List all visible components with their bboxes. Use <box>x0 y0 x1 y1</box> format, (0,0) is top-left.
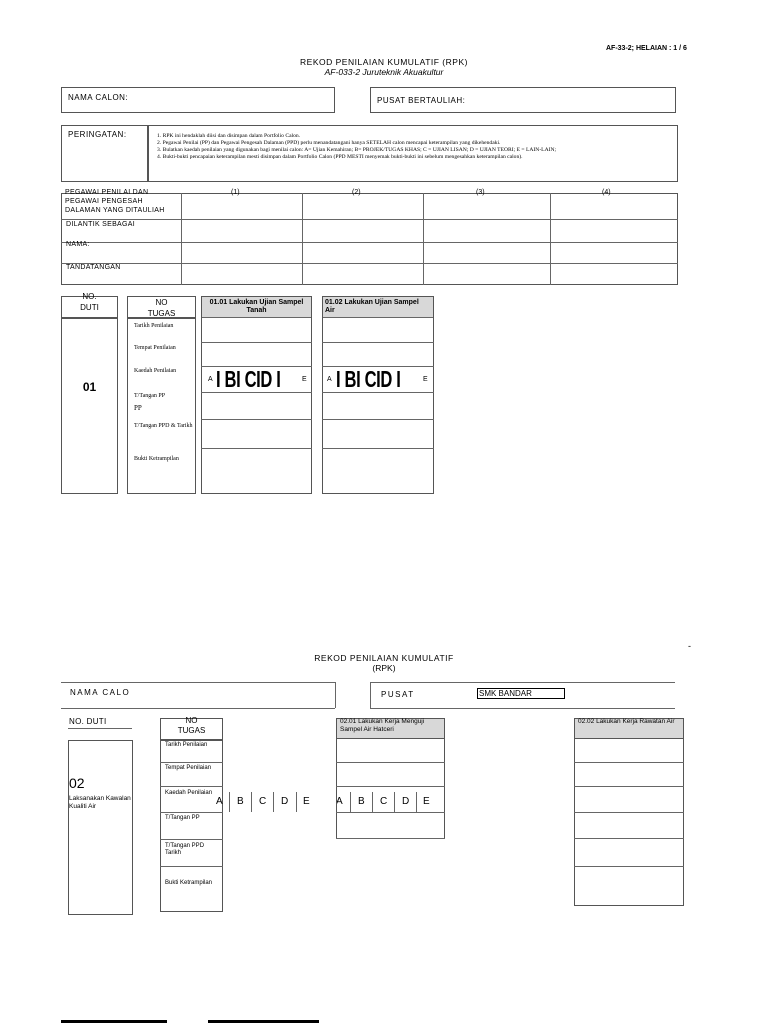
method-option[interactable]: E <box>423 796 430 807</box>
method-a-label[interactable]: A <box>327 376 332 383</box>
peringatan-list <box>148 125 678 182</box>
nama-calon-label: NAMA CALON: <box>68 93 129 102</box>
page-title-2-cut: (RPK) <box>372 663 396 673</box>
duti-desc-2: Laksanakan Kawalan Kualiti Air <box>69 795 131 810</box>
row-label-2: Tempat Penilaian <box>165 765 212 771</box>
peringatan-item: 1. RPK ini hendaklah diisi dan disimpan dalam Portfolio Calon. <box>157 133 301 139</box>
officer-row-label: NAMA: <box>66 241 90 248</box>
peringatan-item: 3. Bulatkan kaedah penilaian yang digunakan bagi menilai calon: A= Ujian Kemahiran; B= PROJEK/TUGAS KHAS; C = UJIAN LISAN; D = UJIAN TEORI; E = LAIN-LAIN; <box>157 147 557 153</box>
page-subtitle: AF-033-2 Juruteknik Akuakultur <box>324 67 444 77</box>
duti-number: 01 <box>82 380 97 394</box>
officer-col-2: (2) <box>352 189 361 196</box>
method-e-label[interactable]: E <box>302 376 307 383</box>
page-title: REKOD PENILAIAN KUMULATIF (RPK) <box>300 57 468 67</box>
method-a-label[interactable]: A <box>208 376 213 383</box>
task-column <box>201 296 312 494</box>
officer-header: PEGAWAI PENILAI DAN PEGAWAI PENGESAH DALAMAN YANG DITAULIAH <box>65 189 165 214</box>
form-code: AF-33-2; HELAIAN : 1 / 6 <box>606 45 687 52</box>
task-column <box>322 296 434 494</box>
task-title-2: 02.01 Lakukan Kerja Menguji Sampel Air Hatceri <box>340 718 425 733</box>
officer-col-4: (4) <box>602 189 611 196</box>
method-option[interactable]: D <box>281 796 289 807</box>
duti-cell-2 <box>68 740 133 915</box>
corner-mark: - <box>688 641 691 651</box>
method-selector[interactable]: I BI CID I <box>216 366 281 392</box>
method-option[interactable]: B <box>237 796 244 807</box>
method-e-label[interactable]: E <box>423 376 428 383</box>
method-option[interactable]: C <box>259 796 267 807</box>
task-title: 01.01 Lakukan Ujian Sampel Tanah <box>209 299 304 314</box>
officer-col-3: (3) <box>476 189 485 196</box>
row-label-2: Kaedah Penilaian <box>165 790 213 796</box>
page-title-2: REKOD PENILAIAN KUMULATIF <box>314 653 454 663</box>
pusat-value-field[interactable] <box>477 688 565 699</box>
row-label: Tarikh Penilaian <box>134 323 174 329</box>
duti-number-2: 02 <box>69 775 85 791</box>
pusat-bertauliah-field[interactable] <box>370 87 676 113</box>
row-label-2: T/Tangan PPD Tarikh <box>165 843 205 856</box>
method-option[interactable]: C <box>380 796 388 807</box>
row-label-2: Bukti Ketrampilan <box>165 880 213 886</box>
task-title-2: 02.02 Lakukan Kerja Rawatan Air <box>578 718 675 725</box>
officer-row-label: DILANTIK SEBAGAI <box>66 221 135 228</box>
officer-row-label: TANDATANGAN <box>66 264 121 271</box>
pusat-bertauliah-label: PUSAT BERTAULIAH: <box>377 96 466 105</box>
method-option[interactable]: E <box>303 796 310 807</box>
nama-calon-label-2: NAMA CALO <box>70 688 131 697</box>
no-tugas-label: NO TUGAS <box>147 298 176 318</box>
peringatan-item: 2. Pegawai Penilai (PP) dan Pegawai Pengesah Dalaman (PPD) perlu menandatangani hanya SETELAH calon mencapai keterampilan yang dikehendaki. <box>157 140 501 146</box>
method-option[interactable]: A <box>336 796 343 807</box>
method-option[interactable]: D <box>402 796 410 807</box>
row-label-2: T/Tangan PP <box>165 815 200 821</box>
no-duti-label-2: NO. DUTI <box>69 717 107 726</box>
row-label: T/Tangan PPD & Tarikh <box>134 423 193 429</box>
row-label: Bukti Ketrampilan <box>134 456 179 462</box>
row-label-2: Tarikh Penilaian <box>165 742 208 748</box>
peringatan-label: PERINGATAN: <box>68 130 127 139</box>
no-duti-label: NO. DUTI <box>80 292 99 312</box>
no-tugas-label-2: NO TUGAS <box>177 716 206 735</box>
row-label: Tempat Penilaian <box>134 345 176 351</box>
nama-calon-field[interactable] <box>61 87 335 113</box>
method-option[interactable]: B <box>358 796 365 807</box>
task-title: 01.02 Lakukan Ujian Sampel Air <box>325 299 419 314</box>
method-option[interactable]: A <box>216 796 223 807</box>
row-label: T/Tangan PP <box>134 393 166 399</box>
signature-line <box>61 1020 167 1023</box>
pusat-value: SMK BANDAR <box>479 689 532 698</box>
pusat-label-2: PUSAT <box>381 690 415 699</box>
duti-cell <box>61 318 118 494</box>
row-label: Kaedah Penilaian <box>134 368 177 374</box>
peringatan-item: 4. Bukti-bukti pencapaian keterampilan mesti disimpan dalam Portfolio Calon (PPD MESTI menyemak bukti-bukti ini sebelum mengesahkan keterampilan calon). <box>157 154 523 160</box>
signature-line <box>208 1020 319 1023</box>
peringatan-box <box>61 125 148 182</box>
row-label-pp: PP <box>134 404 142 412</box>
method-selector[interactable]: I BI CID I <box>336 366 401 392</box>
officer-col-1: (1) <box>231 189 240 196</box>
